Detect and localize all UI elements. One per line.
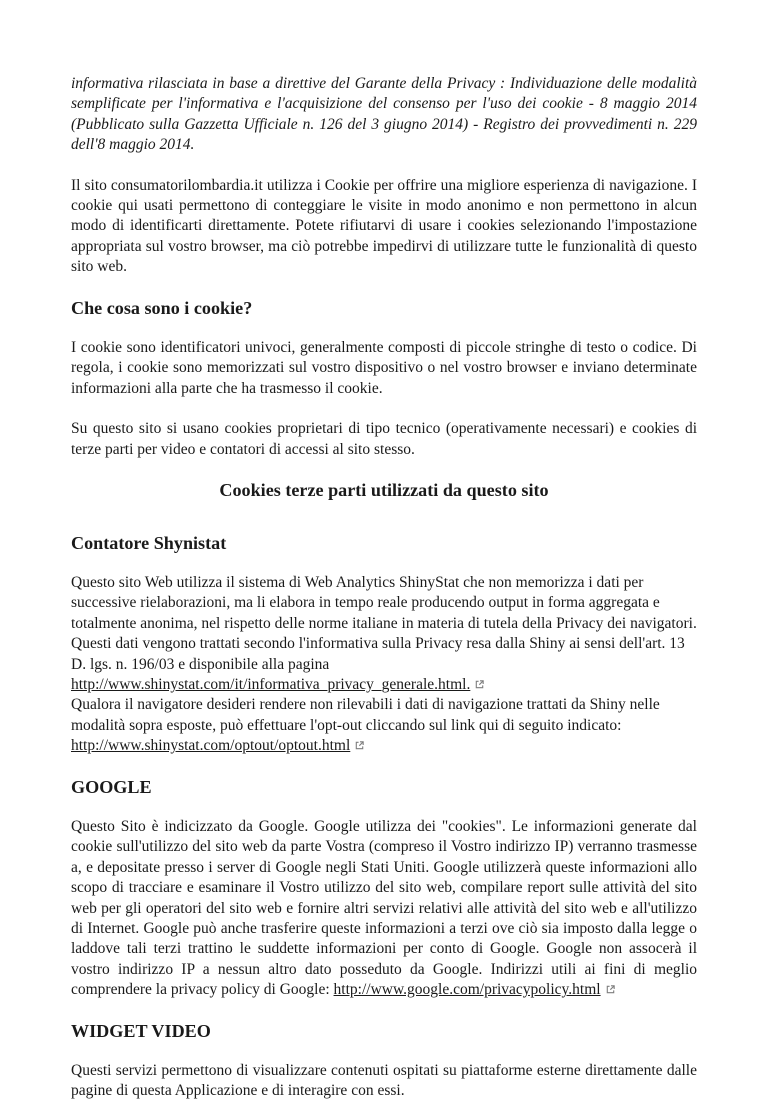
heading-widget-video: WIDGET VIDEO <box>71 1020 211 1041</box>
google-paragraph <box>71 817 697 1001</box>
google-privacy-policy-link[interactable]: http://www.google.com/privacypolicy.html <box>333 981 601 999</box>
shinystat-optout-link[interactable]: http://www.shinystat.com/optout/optout.html <box>71 737 351 755</box>
heading-third-party-cookies: Cookies terze parti utilizzati da questo sito <box>219 480 549 501</box>
heading-shinystat-counter: Contatore Shynistat <box>71 532 227 553</box>
cookies-usage-paragraph: Su questo sito si usano cookies proprietari di tipo tecnico (operativamente necessari) e cookies di terze parti per video e contatori di accessi al sito stesso. <box>71 420 697 458</box>
google-text: Questo Sito è indicizzato da Google. Google utilizza dei "cookies". Le informazioni generate dal cookie sull'utilizzo del sito web da parte Vostra (compreso il Vostro indirizzo IP) verranno trasmesse a, e depositate presso i server di Google negli Stati Uniti. Google utilizzerà queste informazioni allo scopo di tracciare e esaminare il Vostro utilizzo del sito web, compilare report sulle attività del sito web per gli operatori del sito web e fornire altri servizi relativi alle attività del sito web e all'utilizzo di Internet. Google può anche trasferire queste informazioni a terzi ove ciò sia imposto dalla legge o laddove tali terzi trattino le suddette informazioni per conto di Google. Google non assocerà il vostro indirizzo IP a nessun altro dato posseduto da Google. Indirizzi utili ai fini di meglio comprendere la privacy policy di Google: <box>71 817 697 999</box>
widget-video-paragraph: Questi servizi permettono di visualizzare contenuti ospitati su piattaforme esterne direttamente dalle pagine di questa Applicazione e di interagire con essi. <box>71 1062 697 1100</box>
shinystat-privacy-link[interactable]: http://www.shinystat.com/it/informativa_privacy_generale.html. <box>71 675 471 693</box>
intro-garante-paragraph: informativa rilasciata in base a direttive del Garante della Privacy : Individuazione delle modalità semplificate per l'informativa e l'acquisizione del consenso per l'uso dei cookie - 8 maggio 2014 (Pubblicato sulla Gazzetta Ufficiale n. 126 del 3 giugno 2014) - Registro dei provvedimenti n. 229 dell'8 maggio 2014. <box>71 75 697 154</box>
external-link-icon <box>474 679 485 690</box>
site-cookie-notice-paragraph: Il sito consumatorilombardia.it utilizza i Cookie per offrire una migliore esperienza di navigazione. I cookie qui usati permettono di conteggiare le visite in modo anonimo e non permettono in alcun modo di identificarti direttamente. Potete rifiutarvi di usare i cookies selezionando l'impostazione appropriata sul vostro browser, ma ciò potrebbe impedirvi di utilizzare tutte le funzionalità di questo sito web. <box>71 176 697 276</box>
shinystat-text-2: Qualora il navigatore desideri rendere non rilevabili i dati di navigazione trattati da Shiny nelle modalità sopra esposte, può effettuare l'opt-out cliccando sul link qui di seguito indicato: <box>71 696 660 734</box>
external-link-icon <box>354 740 365 751</box>
heading-google: GOOGLE <box>71 776 152 797</box>
shinystat-text-1: Questo sito Web utilizza il sistema di Web Analytics ShinyStat che non memorizza i dati per successive rielaborazioni, ma li elabora in tempo reale producendo output in forma aggregata e totalmente anonima, nel rispetto delle norme italiane in materia di tutela della Privacy dei navigatori. Questi dati vengono trattati secondo l'informativa sulla Privacy resa dalla Shiny ai sensi dell'art. 13 D. lgs. n. 196/03 e disponibile alla pagina <box>71 573 697 673</box>
heading-what-are-cookies: Che cosa sono i cookie? <box>71 297 253 318</box>
shinystat-paragraph <box>71 573 697 757</box>
cookies-definition-paragraph: I cookie sono identificatori univoci, generalmente composti di piccole stringhe di testo o codice. Di regola, i cookie sono memorizzati sul vostro dispositivo o nel vostro browser e inviano determinate informazioni alla parte che ha trasmesso il cookie. <box>71 339 697 397</box>
external-link-icon <box>605 984 616 995</box>
